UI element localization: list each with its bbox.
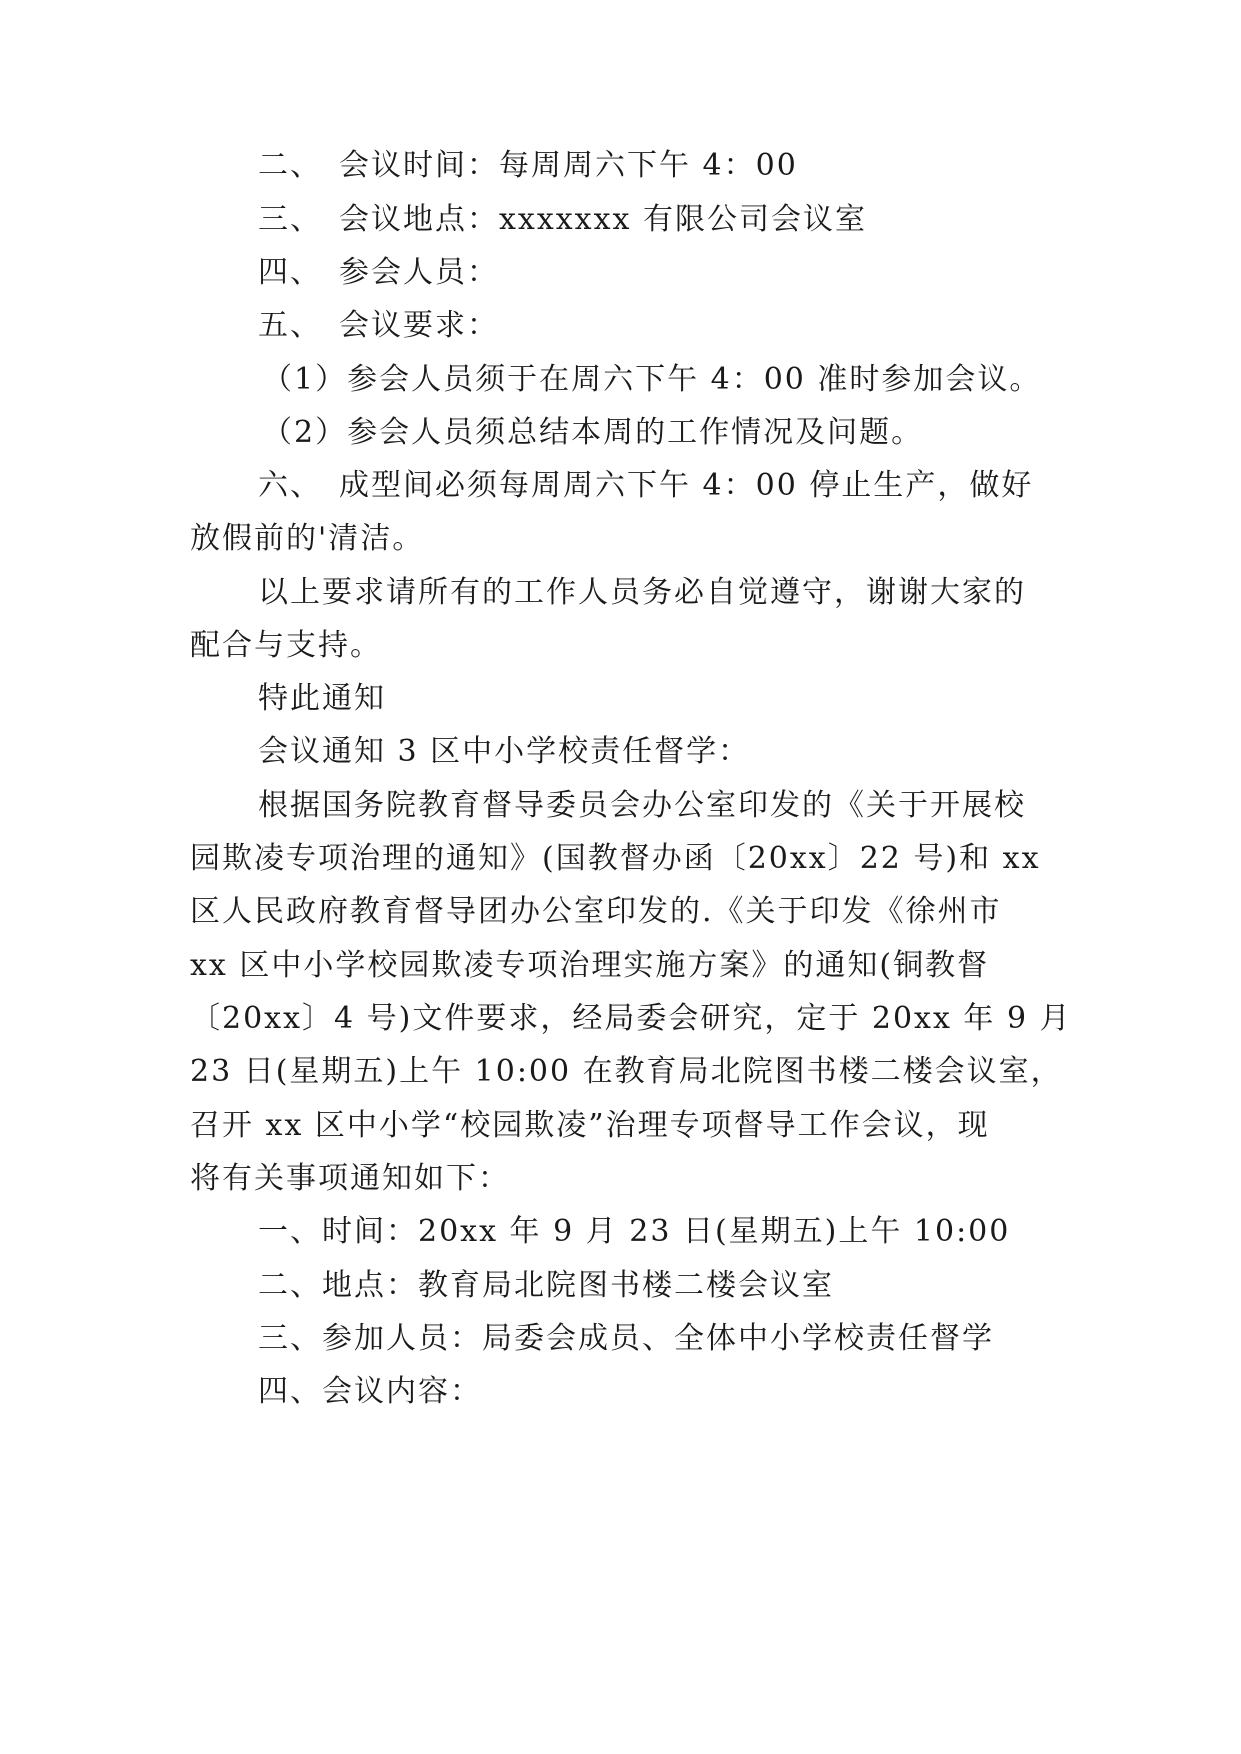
text-line-paragraph-5: 〔20xx〕4 号)文件要求，经局委会研究，定于 20xx 年 9 月	[190, 1001, 1072, 1036]
text-line-notice-closing: 特此通知	[258, 681, 386, 716]
text-line-paragraph-2: 园欺凌专项治理的通知》(国教督办函〔20xx〕22 号)和 xx	[190, 841, 1041, 876]
text-line-compliance: 以上要求请所有的工作人员务必自觉遵守，谢谢大家的	[258, 575, 1026, 610]
text-line-item-six: 六、 成型间必须每周周六下午 4：00 停止生产，做好	[258, 468, 1034, 503]
text-line-compliance-cont: 配合与支持。	[190, 628, 382, 663]
text-line-time: 一、时间：20xx 年 9 月 23 日(星期五)上午 10:00	[258, 1214, 1011, 1249]
text-line-location: 二、地点：教育局北院图书楼二楼会议室	[258, 1268, 834, 1303]
text-line-participants: 三、参加人员：局委会成员、全体中小学校责任督学	[258, 1321, 994, 1356]
text-line-requirement-2: （2）参会人员须总结本周的工作情况及问题。	[262, 415, 924, 450]
text-line-second-notice-heading: 会议通知 3 区中小学校责任督学：	[258, 734, 751, 769]
text-line-paragraph-3: 区人民政府教育督导团办公室印发的.《关于印发《徐州市	[190, 894, 1002, 929]
text-line-requirements: 五、 会议要求：	[258, 308, 499, 343]
text-line-item-six-cont: 放假前的'清洁。	[190, 521, 425, 556]
text-line-meeting-location: 三、 会议地点：xxxxxxx 有限公司会议室	[258, 202, 867, 237]
text-line-paragraph-8: 将有关事项通知如下：	[190, 1161, 510, 1196]
text-line-paragraph-4: xx 区中小学校园欺凌专项治理实施方案》的通知(铜教督	[190, 948, 990, 983]
text-line-paragraph-6: 23 日(星期五)上午 10:00 在教育局北院图书楼二楼会议室，	[190, 1054, 1063, 1089]
text-line-paragraph-1: 根据国务院教育督导委员会办公室印发的《关于开展校	[258, 788, 1026, 823]
text-line-content: 四、会议内容：	[258, 1374, 482, 1409]
text-line-paragraph-7: 召开 xx 区中小学“校园欺凌”治理专项督导工作会议，现	[190, 1108, 990, 1143]
text-line-requirement-1: （1）参会人员须于在周六下午 4：00 准时参加会议。	[262, 362, 1042, 397]
text-line-attendees: 四、 参会人员：	[258, 255, 499, 290]
text-line-meeting-time: 二、 会议时间：每周周六下午 4：00	[258, 148, 798, 183]
